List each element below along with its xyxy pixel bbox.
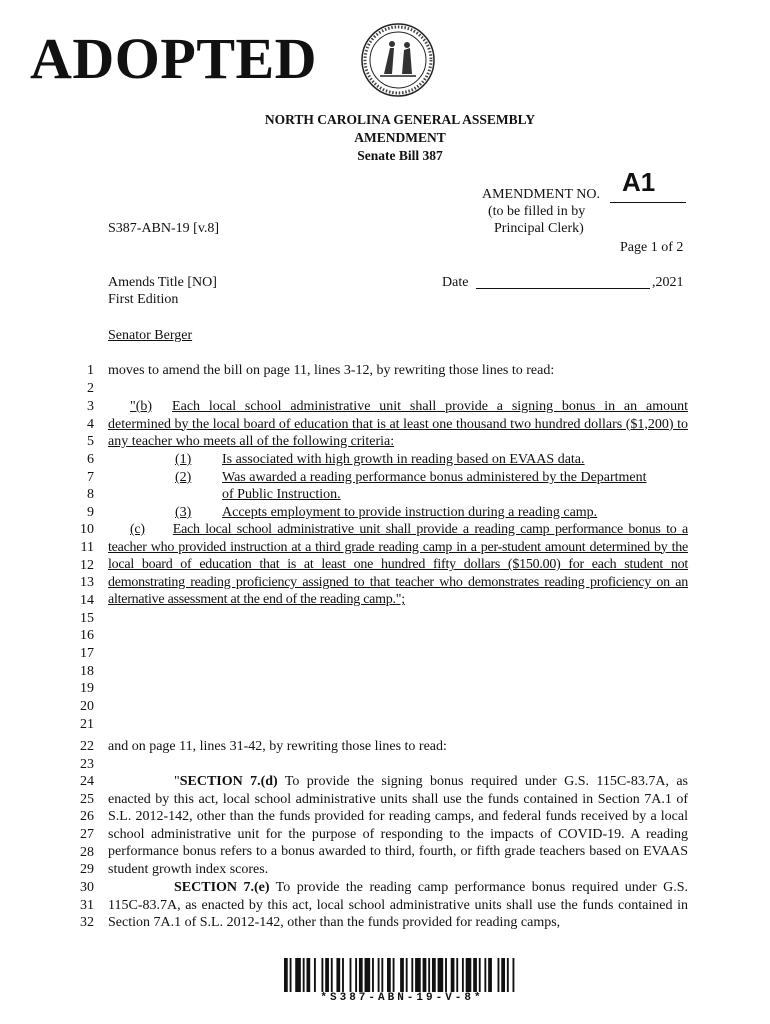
item-2-text-a: Was awarded a reading performance bonus administered by the Department [222, 470, 647, 485]
line-number: 10 [80, 522, 94, 537]
adopted-stamp: ADOPTED [30, 26, 318, 91]
line-number: 6 [87, 452, 94, 467]
item-2-number: (2) [175, 470, 192, 485]
line-number: 1 [87, 363, 94, 378]
line-number: 3 [87, 399, 94, 414]
line-number: 29 [80, 862, 94, 877]
paragraph-b [108, 398, 688, 451]
line-number: 12 [80, 558, 94, 573]
paragraph-b-mark: "(b) [130, 399, 153, 414]
page-number: Page 1 of 2 [620, 240, 684, 255]
amendment-number-line [610, 202, 686, 203]
amendment-number-label: AMENDMENT NO. [482, 187, 600, 202]
line-number: 31 [80, 898, 94, 913]
item-3-number: (3) [175, 505, 192, 520]
document-type: AMENDMENT [354, 130, 446, 145]
barcode-icon [284, 958, 520, 992]
line-number: 16 [80, 628, 94, 643]
item-1-number: (1) [175, 452, 192, 467]
bill-name: Senate Bill 387 [357, 148, 443, 163]
date-year: ,2021 [652, 275, 684, 290]
line-number: 9 [87, 505, 94, 520]
item-2-text-b: of Public Instruction. [222, 487, 341, 502]
line-number: 22 [80, 739, 94, 754]
assembly-title: NORTH CAROLINA GENERAL ASSEMBLY [264, 112, 536, 127]
line-number: 28 [80, 845, 94, 860]
line-number: 5 [87, 434, 94, 449]
line-number: 27 [80, 827, 94, 842]
paragraph-c-mark: (c) [130, 522, 145, 537]
line-number: 7 [87, 470, 94, 485]
amendment-note-line2: Principal Clerk) [494, 221, 584, 236]
line-number: 4 [87, 417, 94, 432]
date-blank-line [476, 288, 650, 289]
line-number: 26 [80, 809, 94, 824]
line-number: 21 [80, 717, 94, 732]
line-number: 17 [80, 646, 94, 661]
line-number: 25 [80, 792, 94, 807]
state-seal-icon [360, 22, 436, 98]
barcode-text: *S387-ABN-19-V-8* [320, 992, 484, 1004]
amendment-note-line1: (to be filled in by [488, 204, 586, 219]
section-7d-heading: SECTION 7.(d) [179, 774, 278, 789]
line-number: 13 [80, 575, 94, 590]
amendment-number: A1 [622, 167, 656, 197]
item-1-text: Is associated with high growth in reading based on EVAAS data. [222, 452, 585, 467]
line-number: 15 [80, 611, 94, 626]
paragraph-c [108, 521, 688, 609]
item-3-text: Accepts employment to provide instruction during a reading camp. [222, 505, 598, 520]
line-number: 18 [80, 664, 94, 679]
paragraph-c-end: "; [395, 592, 405, 608]
line-number: 32 [80, 915, 94, 930]
body-line-22: and on page 11, lines 31-42, by rewriting those lines to read: [108, 739, 447, 754]
section-7d [108, 773, 688, 879]
line-number: 8 [87, 487, 94, 502]
date-label: Date [442, 275, 469, 290]
line-number: 11 [80, 540, 94, 555]
section-7e-text: To provide the reading camp performance bonus required under G.S. 115C-83.7A, as enacted by this act, local school administrative units shall use the funds contained in Section 7A.1 of S.L. 2012-142, other than the funds provided for reading camps, [108, 880, 688, 931]
section-7d-text: To provide the signing bonus required under G.S. 115C-83.7A, as enacted by this act, local school administrative units shall use the funds contained in Section 7A.1 of S.L. 2012-142, other than the funds provided for reading camps, and federal funds received by a local school administrative unit for the purpose of responding to the impacts of COVID-19. A reading performance bonus refers to a bonus awarded to third, fourth, or fifth grade teachers based on EVAAS student growth index scores. [108, 774, 688, 877]
section-7d-quote: " [174, 774, 180, 789]
line-number: 23 [80, 757, 94, 772]
line-number: 19 [80, 681, 94, 696]
section-7e-heading: SECTION 7.(e) [174, 880, 270, 895]
line-number: 24 [80, 774, 94, 789]
paragraph-b-text: Each local school administrative unit shall provide a signing bonus in an amount determined by the local board of education that is at least one thousand two hundred dollars ($1,200) to any teacher who meets all of the following criteria: [108, 399, 688, 450]
sponsor: Senator Berger [108, 328, 193, 343]
paragraph-c-text: Each local school administrative unit shall provide a reading camp performance bonus to a teacher who provided instruction at a third grade reading camp in a per-student amount determined by the local board of education that is at least one hundred fifty dollars ($150.00) for each student not demonstrating reading proficiency assigned to that teacher who demonstrates reading proficiency on an alternative assessment at the end of the reading camp. [108, 522, 688, 608]
edition: First Edition [108, 292, 179, 307]
line-number: 30 [80, 880, 94, 895]
section-7e [108, 879, 688, 932]
amends-title: Amends Title [NO] [108, 275, 217, 290]
body-line-1: moves to amend the bill on page 11, lines 3-12, by rewriting those lines to read: [108, 363, 555, 378]
line-number: 20 [80, 699, 94, 714]
bill-code: S387-ABN-19 [v.8] [108, 221, 220, 236]
line-number: 14 [80, 593, 94, 608]
line-number: 2 [87, 381, 94, 396]
